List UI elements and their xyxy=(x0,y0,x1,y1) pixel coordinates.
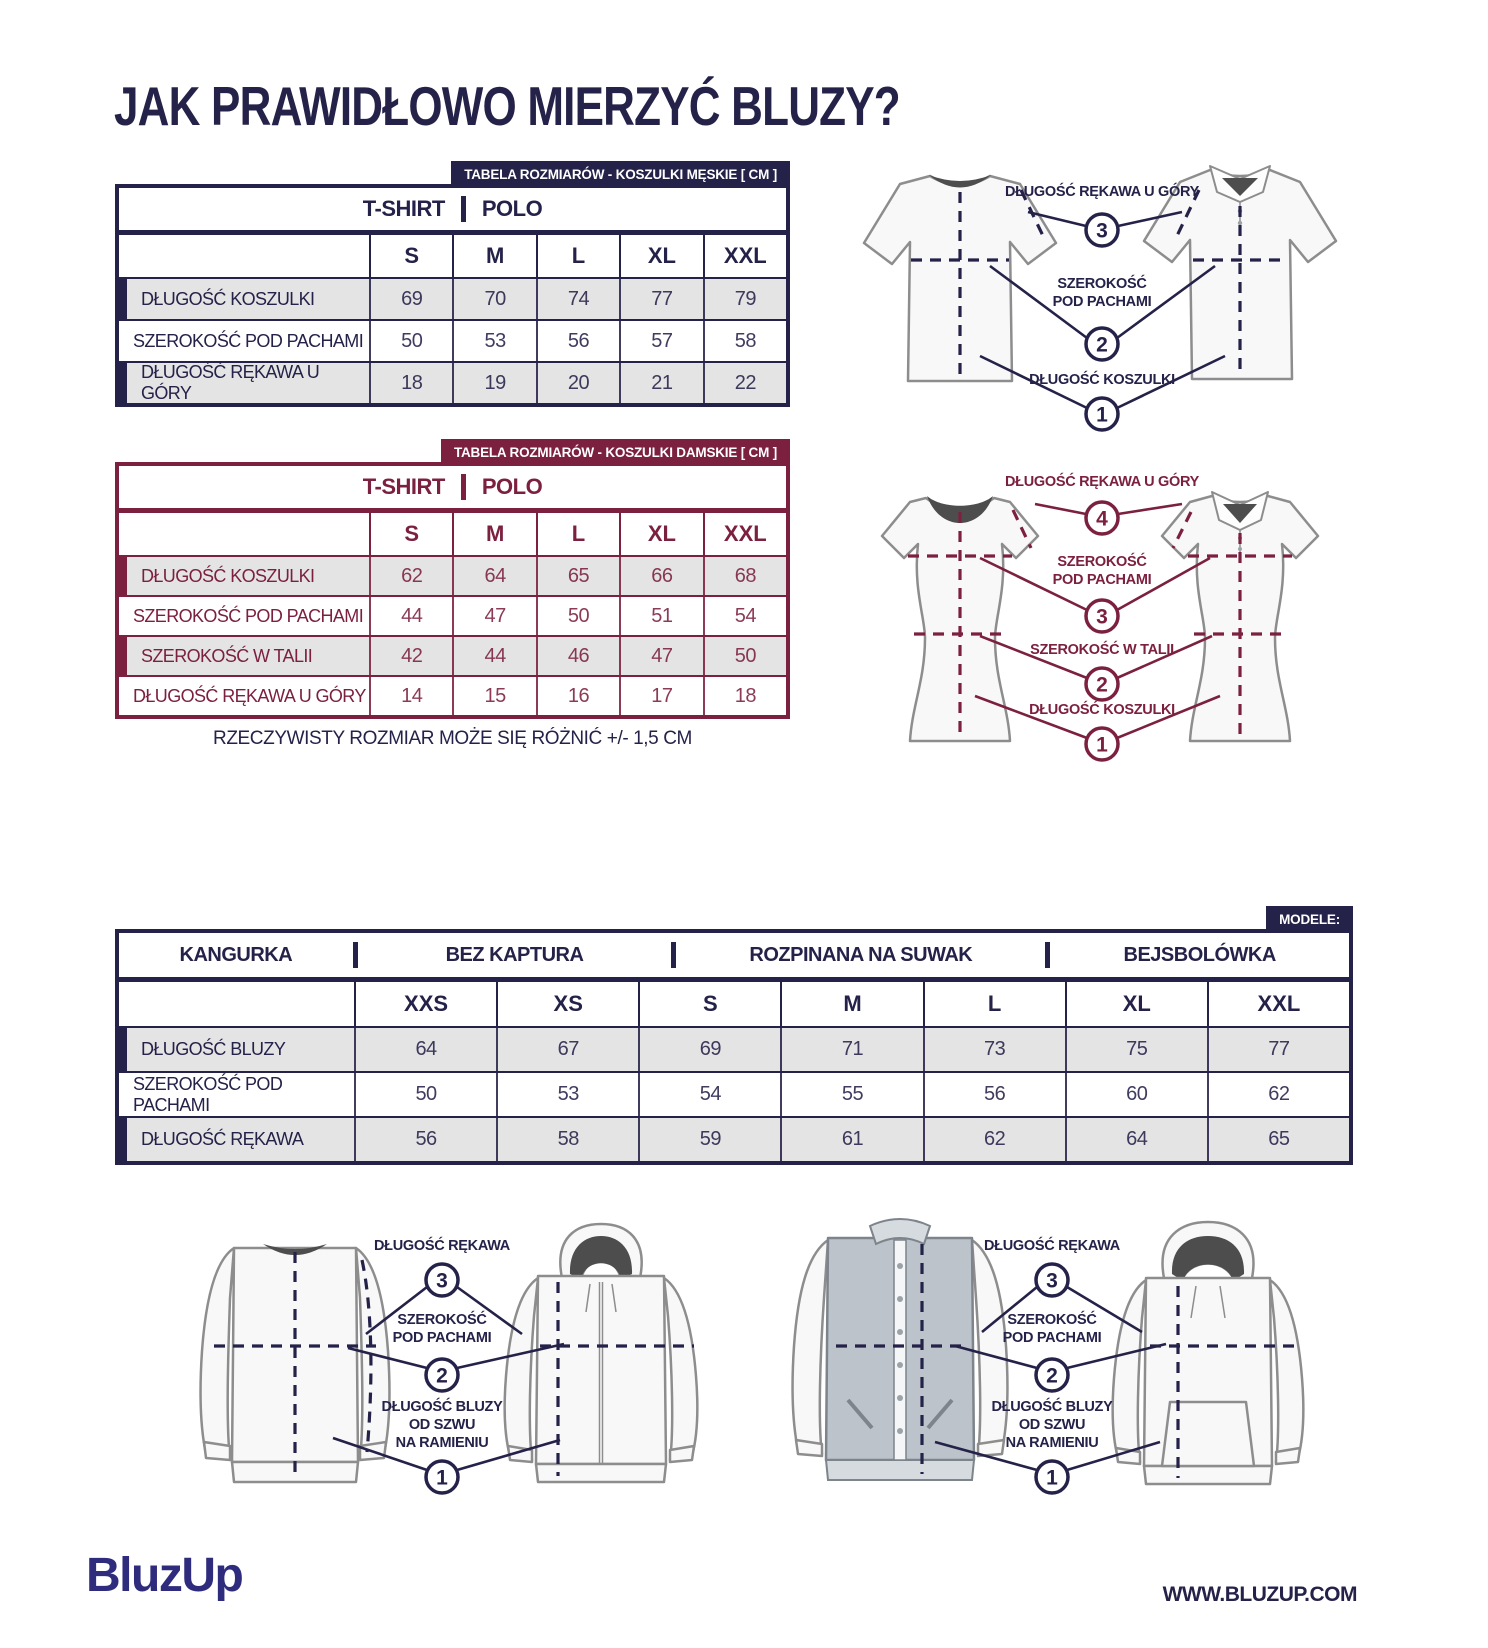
measure-label: OD SZWU xyxy=(408,1417,476,1433)
measure-marker-3 xyxy=(1086,214,1118,246)
women-table-tab: TABELA ROZMIARÓW - KOSZULKI DAMSKIE [ CM ] xyxy=(441,439,790,466)
svg-text:1: 1 xyxy=(1096,403,1108,427)
size-value: 54 xyxy=(638,1073,780,1116)
measure-marker-2 xyxy=(1086,328,1118,360)
size-value: 14 xyxy=(369,677,452,715)
table-row xyxy=(119,1116,1349,1161)
measure-label: POD PACHAMI xyxy=(1002,1330,1102,1346)
size-value: 59 xyxy=(638,1118,780,1161)
pullover-hoodie-illustration xyxy=(1113,1222,1304,1484)
men-table-tab: TABELA ROZMIARÓW - KOSZULKI MĘSKIE [ CM ] xyxy=(451,161,790,188)
size-col-header: M xyxy=(452,513,535,555)
size-value: 18 xyxy=(703,677,786,715)
women-size-table xyxy=(115,445,790,719)
measure-label: POD PACHAMI xyxy=(1052,294,1152,310)
measure-label: DŁUGOŚĆ BLUZY xyxy=(991,1399,1113,1415)
size-value: 67 xyxy=(496,1028,638,1071)
women-garment-type-header xyxy=(119,466,786,513)
size-value: 50 xyxy=(703,637,786,675)
empty-corner-cell xyxy=(119,982,354,1026)
size-value: 58 xyxy=(703,321,786,361)
size-value: 64 xyxy=(452,557,535,595)
measure-marker-2 xyxy=(426,1359,458,1391)
size-value: 51 xyxy=(619,597,702,635)
size-value: 54 xyxy=(703,597,786,635)
jacket-hoodie-measure-diagram xyxy=(750,1186,1330,1504)
measure-marker-1 xyxy=(426,1461,458,1493)
row-label: DŁUGOŚĆ BLUZY xyxy=(119,1028,354,1071)
size-value: 77 xyxy=(1207,1028,1349,1071)
size-col-header: XXL xyxy=(703,235,786,277)
measure-marker-3 xyxy=(426,1264,458,1296)
size-value: 65 xyxy=(1207,1118,1349,1161)
measure-label: DŁUGOŚĆ RĘKAWA xyxy=(374,1238,510,1254)
hoodie-models-header xyxy=(119,933,1349,982)
sweatshirt-ziphoodie-measure-diagram xyxy=(170,1186,730,1504)
svg-text:2: 2 xyxy=(1046,1364,1058,1388)
table-row xyxy=(119,1071,1349,1116)
model-name: ROZPINANA NA SUWAK xyxy=(749,943,973,966)
measure-marker-3 xyxy=(1036,1264,1068,1296)
men-shirts-measure-diagram xyxy=(830,148,1380,440)
website-url: WWW.BLUZUP.COM xyxy=(1162,1583,1357,1606)
row-label: SZEROKOŚĆ POD PACHAMI xyxy=(133,605,364,626)
size-value: 56 xyxy=(536,321,619,361)
size-col-header: S xyxy=(369,235,452,277)
baseball-jacket-illustration xyxy=(793,1219,1008,1480)
type-tshirt: T-SHIRT xyxy=(362,196,445,221)
size-col-header: L xyxy=(536,235,619,277)
row-label: DŁUGOŚĆ KOSZULKI xyxy=(119,557,369,595)
size-value: 62 xyxy=(369,557,452,595)
size-value: 74 xyxy=(536,279,619,319)
row-label: SZEROKOŚĆ POD PACHAMI xyxy=(133,330,364,351)
measure-marker-1 xyxy=(1036,1461,1068,1493)
model-name: BEJSBOLÓWKA xyxy=(1123,943,1276,966)
measure-marker-1 xyxy=(1086,728,1118,760)
size-col-header: XL xyxy=(619,513,702,555)
size-value: 50 xyxy=(354,1073,496,1116)
size-value: 16 xyxy=(536,677,619,715)
size-value: 46 xyxy=(536,637,619,675)
type-polo: POLO xyxy=(481,196,543,221)
empty-corner-cell xyxy=(119,513,369,555)
size-value: 69 xyxy=(369,279,452,319)
measure-label: DŁUGOŚĆ KOSZULKI xyxy=(1029,702,1175,718)
size-value: 47 xyxy=(452,597,535,635)
type-separator xyxy=(461,196,466,222)
men-size-table xyxy=(115,167,790,407)
size-value: 61 xyxy=(780,1118,922,1161)
size-value: 20 xyxy=(536,363,619,403)
size-value: 70 xyxy=(452,279,535,319)
measure-label: SZEROKOŚĆ xyxy=(1057,554,1147,570)
size-value: 15 xyxy=(452,677,535,715)
model-name: KANGURKA xyxy=(179,943,293,966)
svg-text:3: 3 xyxy=(1096,605,1108,629)
type-tshirt: T-SHIRT xyxy=(362,474,445,499)
size-value: 56 xyxy=(923,1073,1065,1116)
size-value: 44 xyxy=(452,637,535,675)
measure-label: DŁUGOŚĆ RĘKAWA U GÓRY xyxy=(1004,474,1200,490)
svg-text:3: 3 xyxy=(436,1269,448,1293)
size-value: 64 xyxy=(1065,1118,1207,1161)
models-table-tab: MODELE: xyxy=(1266,906,1353,933)
measure-label: NA RAMIENIU xyxy=(395,1435,489,1451)
tolerance-note: RZECZYWISTY ROZMIAR MOŻE SIĘ RÓŻNIĆ +/- 1,5 CM xyxy=(213,728,692,749)
size-value: 44 xyxy=(369,597,452,635)
svg-text:2: 2 xyxy=(1096,333,1108,357)
size-value: 75 xyxy=(1065,1028,1207,1071)
type-separator xyxy=(461,474,466,500)
size-value: 19 xyxy=(452,363,535,403)
measure-label: OD SZWU xyxy=(1018,1417,1086,1433)
svg-text:1: 1 xyxy=(1096,733,1108,757)
row-label: DŁUGOŚĆ RĘKAWA xyxy=(119,1118,354,1161)
size-col-header: XL xyxy=(1065,982,1207,1026)
measure-marker-3 xyxy=(1086,600,1118,632)
row-label: SZEROKOŚĆ POD PACHAMI xyxy=(133,1073,283,1115)
size-value: 55 xyxy=(780,1073,922,1116)
measure-label: POD PACHAMI xyxy=(1052,572,1152,588)
size-col-header: XXL xyxy=(1207,982,1349,1026)
size-value: 62 xyxy=(1207,1073,1349,1116)
size-value: 50 xyxy=(536,597,619,635)
svg-text:1: 1 xyxy=(436,1466,448,1490)
measure-label: SZEROKOŚĆ xyxy=(1007,1312,1097,1328)
size-value: 53 xyxy=(496,1073,638,1116)
size-value: 68 xyxy=(703,557,786,595)
size-value: 22 xyxy=(703,363,786,403)
size-col-header: S xyxy=(369,513,452,555)
type-polo: POLO xyxy=(481,474,543,499)
empty-corner-cell xyxy=(119,235,369,277)
size-value: 77 xyxy=(619,279,702,319)
svg-text:2: 2 xyxy=(436,1364,448,1388)
size-col-header: XL xyxy=(619,235,702,277)
measure-label: POD PACHAMI xyxy=(392,1330,492,1346)
table-row xyxy=(119,595,786,635)
size-col-header: XXS xyxy=(354,982,496,1026)
table-row xyxy=(119,1026,1349,1071)
measure-marker-2 xyxy=(1086,668,1118,700)
size-value: 60 xyxy=(1065,1073,1207,1116)
measure-label: DŁUGOŚĆ KOSZULKI xyxy=(1029,372,1175,388)
size-col-header: XS xyxy=(496,982,638,1026)
zip-hoodie-illustration xyxy=(505,1224,698,1482)
women-shirts-measure-diagram xyxy=(830,438,1380,770)
row-label: DŁUGOŚĆ RĘKAWA U GÓRY xyxy=(119,363,369,403)
table-row xyxy=(119,635,786,675)
women-size-header-row xyxy=(119,513,786,555)
size-value: 79 xyxy=(703,279,786,319)
svg-text:4: 4 xyxy=(1096,507,1108,531)
size-value: 69 xyxy=(638,1028,780,1071)
size-value: 58 xyxy=(496,1118,638,1161)
size-value: 50 xyxy=(369,321,452,361)
table-row xyxy=(119,319,786,361)
size-value: 71 xyxy=(780,1028,922,1071)
measure-marker-1 xyxy=(1086,398,1118,430)
men-garment-type-header xyxy=(119,188,786,235)
size-col-header: M xyxy=(452,235,535,277)
size-value: 65 xyxy=(536,557,619,595)
measure-label: DŁUGOŚĆ RĘKAWA U GÓRY xyxy=(1004,184,1200,200)
size-value: 17 xyxy=(619,677,702,715)
size-value: 53 xyxy=(452,321,535,361)
svg-text:2: 2 xyxy=(1096,673,1108,697)
measure-label: SZEROKOŚĆ xyxy=(1057,276,1147,292)
brand-logo: BluzUp xyxy=(86,1549,243,1602)
svg-text:3: 3 xyxy=(1096,219,1108,243)
table-row xyxy=(119,277,786,319)
size-col-header: L xyxy=(923,982,1065,1026)
row-label: SZEROKOŚĆ W TALII xyxy=(119,637,369,675)
size-col-header: L xyxy=(536,513,619,555)
size-value: 62 xyxy=(923,1118,1065,1161)
row-label: DŁUGOŚĆ RĘKAWA U GÓRY xyxy=(133,685,366,706)
table-row xyxy=(119,361,786,403)
men-size-header-row xyxy=(119,235,786,277)
measure-marker-2 xyxy=(1036,1359,1068,1391)
size-col-header: S xyxy=(638,982,780,1026)
size-value: 66 xyxy=(619,557,702,595)
size-value: 64 xyxy=(354,1028,496,1071)
size-col-header: XXL xyxy=(703,513,786,555)
model-name: BEZ KAPTURA xyxy=(445,943,584,966)
hoodie-size-table xyxy=(115,912,1353,1165)
page-title: JAK PRAWIDŁOWO MIERZYĆ BLUZY? xyxy=(114,75,900,137)
size-value: 42 xyxy=(369,637,452,675)
table-row xyxy=(119,555,786,595)
size-value: 18 xyxy=(369,363,452,403)
svg-text:1: 1 xyxy=(1046,1466,1058,1490)
size-value: 57 xyxy=(619,321,702,361)
table-row xyxy=(119,675,786,715)
size-col-header: M xyxy=(780,982,922,1026)
measure-label: SZEROKOŚĆ W TALII xyxy=(1030,642,1174,658)
measure-label: DŁUGOŚĆ BLUZY xyxy=(381,1399,503,1415)
row-label: DŁUGOŚĆ KOSZULKI xyxy=(119,279,369,319)
size-value: 47 xyxy=(619,637,702,675)
svg-text:3: 3 xyxy=(1046,1269,1058,1293)
measure-label: NA RAMIENIU xyxy=(1005,1435,1099,1451)
size-value: 56 xyxy=(354,1118,496,1161)
measure-label: DŁUGOŚĆ RĘKAWA xyxy=(984,1238,1120,1254)
size-value: 21 xyxy=(619,363,702,403)
size-value: 73 xyxy=(923,1028,1065,1071)
measure-label: SZEROKOŚĆ xyxy=(397,1312,487,1328)
hoodie-size-header-row xyxy=(119,982,1349,1026)
measure-marker-4 xyxy=(1086,502,1118,534)
